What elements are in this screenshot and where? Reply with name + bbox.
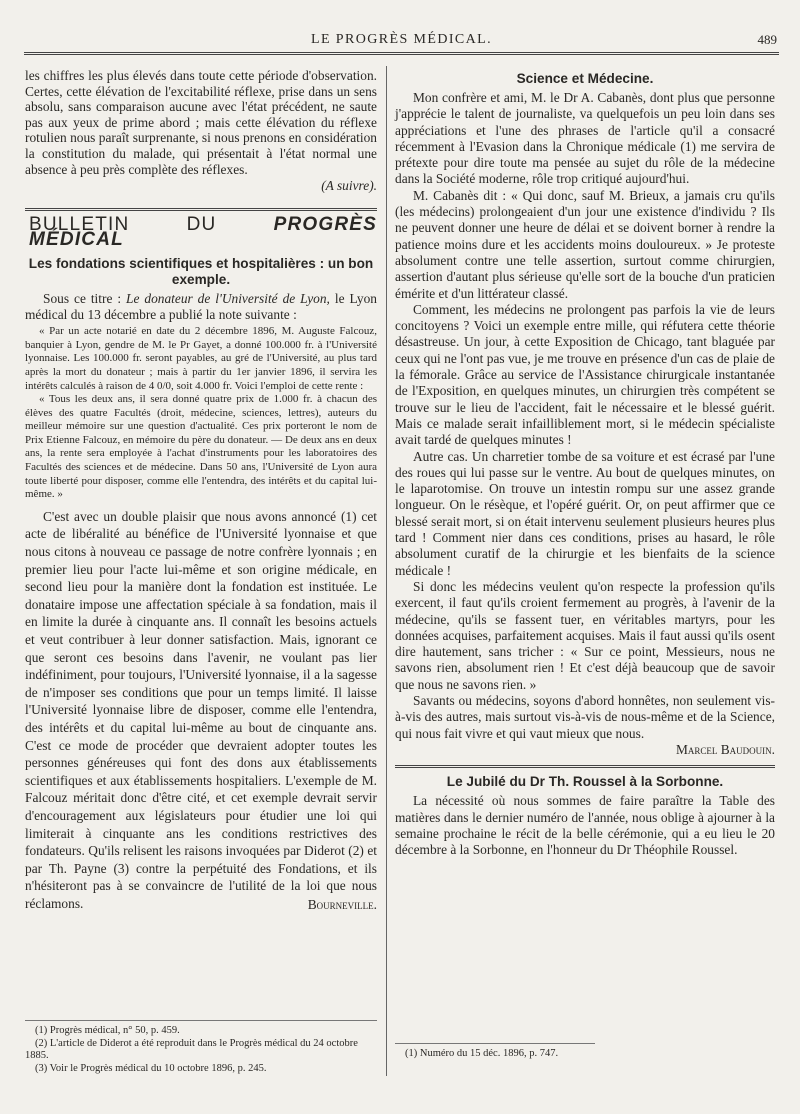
paragraph-4: Autre cas. Un charretier tombe de sa voiture et est écrasé par l'une des roues qui lui passe sur le ventre. Au bout de quelques minutes, on le laparotomise. On trouve un intestin rompu sur une assez grande longueur. On le résèque, et l'opéré guérit. Or, on peut affirmer que ce blessé serait mort, si on était intervenu seulement plusieurs heures plus tard ! Comment nier dans ces conditions, prises au hasard, le rôle absolument curatif de la chirurgie et les bienfaits de la science médicale ! <box>395 448 775 578</box>
footnote-2: (2) L'article de Diderot a été reproduit dans le Progrès médical du 24 octobre 1885. <box>25 1037 358 1061</box>
page-number: 489 <box>757 32 777 47</box>
section-title-jubile: Le Jubilé du Dr Th. Roussel à la Sorbonne. <box>446 774 724 790</box>
section-divider-2 <box>395 765 775 768</box>
paragraph-5: Si donc les médecins veulent qu'on respecte la profession qu'ils exercent, il faut qu'ils croient fermement au progrès, à l'avenir de la médecine, qu'ils se fassent tuer, en véritables martyrs, pour les données acquises, parfaitement acquises. Mais il faut aussi qu'ils osent dire hautement, sans tricher : « Sur ce point, Messieurs, nous ne savons rien, absolument rien ! Et c'est déjà beaucoup que de savoir que nous ne savons rien. » <box>395 578 775 692</box>
quotation <box>25 325 377 502</box>
left-column <box>25 68 377 912</box>
intro-rest: le Lyon médical du 13 décembre a publié la note suivante : <box>25 290 377 322</box>
signature-bourneville: Bourneville. <box>307 896 377 912</box>
running-title: LE PROGRÈS MÉDICAL. <box>311 32 492 47</box>
a-suivre: (A suivre). <box>321 178 377 194</box>
footnotes-right <box>395 1043 595 1061</box>
page-header <box>24 30 779 55</box>
bulletin-italic: PROGRÈS MÉDICAL <box>29 213 378 251</box>
article-title: Les fondations scientifiques et hospitalières : un bon exemple. <box>28 255 374 287</box>
paragraph-2: M. Cabanès dit : « Qui donc, sauf M. Brieux, a jamais cru qu'ils (les médecins) prolongeaient d'un jour une existence d'individu ? Ils ne peuvent donner une heure de délai et se doivent borner à rendre la patience moins dure et les accidents moins douloureux. » Je proteste absolument contre une telle assertion, surtout comme chirurgien, assertion d'autant plus sérieuse qu'elle sort de la bouche d'un praticien émérite et d'un littérateur classé. <box>395 187 775 301</box>
intro-paragraph <box>25 291 377 322</box>
body-paragraph: C'est avec un double plaisir que nous avons annoncé (1) cet acte de libéralité au bénéfice de l'Université lyonnaise et que nous citons à nouveau ce passage de notre confrère lyonnais ; en premier lieu pour l'acte lui-même et son origine médicale, en second lieu pour la manière dont la fondation est instituée. Le donataire impose une affectation spéciale à sa fondation, mais il en limite la durée à cinquante ans. Il connaît les besoins actuels et veut contribuer à leur donner satisfaction. Mais, ignorant ce que seront ces besoins dans l'avenir, ne voulant pas lier indéfiniment, pour toujours, l'Université lyonnaise, il a la sagesse de n'imposer ses conditions que pour un temps limité. Il laisse l'Université lyonnaise libre de disposer, comme elle l'entendra, des intérêts et du capital lui-même au bout de cinquante ans. C'est ce mode de procéder que devraient adopter toutes les personnes généreuses qui font des dons aux établissements scientifiques et aux établissements hospitaliers. L'exemple de M. Falcouz méritait donc d'être cité, et cet exemple devrait servir d'encouragement aux législateurs pour étudier une loi qui limiterait à cinquante ans les conditions restrictives des fondateurs. Qu'ils relisent les raisons invoquées par Diderot (2) et par Th. Payne (3) contre la perpétuité des Fondations, et ils n'hésiteront pas à se convaincre de l'utilité de la loi que nous réclamons. <box>25 508 377 911</box>
section-title-science: Science et Médecine. <box>516 71 654 86</box>
quote-paragraph-1: « Par un acte notarié en date du 2 décembre 1896, M. Auguste Falcouz, banquier à Lyon, gendre de M. le Pr Gayet, a donné 100.000 fr. à l'Université lyonnaise. Les 100.000 fr. seront payables, au gré de l'Université, au plus tard après la mort du donateur ; mais à partir du 1er janvier 1896, il servira les intérêts calculés à raison de 4 0/0, soit 4.000 fr. Voici l'emploi de cette rente : <box>25 325 377 392</box>
intro-italic: Le donateur de l'Université de Lyon, <box>126 290 330 306</box>
intro-start: Sous ce titre : <box>43 290 122 306</box>
paragraph-3: Comment, les médecins ne prolongent pas parfois la vie de leurs concitoyens ? Voici un exemple entre mille, qui réfutera cette théorie désastreuse. Un jour, à cette Exposition de Chicago, tant blaguée par ceux qui ne l'ont pas vue, je me trouve en présence d'un cas de plaie de la fémorale. Grâce au service de l'Assistance chirurgicale instantanée de l'Exposition, en quelques minutes, un chirurgien très compétent se trouve sur le lieu de l'accident, fait le nécessaire et le blessé guérit. Mais ce malade serait infailliblement mort, si le médecin spécialiste avait tardé de quelques minutes ! <box>395 301 775 448</box>
section-divider <box>25 208 377 211</box>
column-rule <box>386 66 387 1076</box>
footnote-1: (1) Progrès médical, n° 50, p. 459. <box>35 1025 180 1036</box>
bulletin-prefix: BULLETIN DU <box>29 213 217 235</box>
footnote-3: (3) Voir le Progrès médical du 10 octobre 1896, p. 245. <box>35 1062 267 1074</box>
right-column <box>395 68 775 859</box>
signature-baudouin: Marcel Baudouin. <box>675 741 775 757</box>
bulletin-title <box>29 213 378 251</box>
footnotes-left <box>25 1020 377 1075</box>
paragraph-7: La nécessité où nous sommes de faire paraître la Table des matières dans le dernier numéro de l'année, nous oblige à ajourner à la semaine prochaine le récit de la belle cérémonie, qui a eu lieu le 20 décembre à la Sorbonne, en l'honneur du Dr Théophile Roussel. <box>395 793 775 858</box>
paragraph-1: Mon confrère et ami, M. le Dr A. Cabanès, dont plus que personne j'apprécie le talent de journaliste, va quelquefois un peu loin dans ses appréciations et l'une des phrases de l'article qu'il a consacré récemment à l'Evasion dans la Chronique médicale (1) me servira de prétexte pour dire toute ma pensée au sujet du rôle de la médecine dans la Société moderne, rôle trop critiqué aujourd'hui. <box>395 90 775 187</box>
footnote-right-1: (1) Numéro du 15 déc. 1896, p. 747. <box>405 1048 559 1059</box>
quote-paragraph-2: « Tous les deux ans, il sera donné quatre prix de 1.000 fr. à chacun des élèves des quatre Facultés (droit, médecine, sciences, lettres), auteurs du meilleur mémoire sur une question d'actualité. Ces prix porteront le nom de Prix Etienne Falcouz, en mémoire du père du donateur. — De deux ans en deux ans, la rente sera employée à l'achat d'instruments pour les laboratoires des Facultés des sciences et de médecine. Dans 50 ans, l'Université de Lyon aura toute liberté pour disposer, comme elle l'entendra, des intérêts et du capital lui-même. » <box>25 393 377 501</box>
paragraph-6: Savants ou médecins, soyons d'abord honnêtes, non seulement vis-à-vis des autres, mais surtout vis-à-vis de nous-même et de la Science, qui nous fait vivre et qui vaut mieux que nous. <box>395 692 775 741</box>
continuation-paragraph: les chiffres les plus élevés dans toute cette période d'observation. Certes, cette élévation de l'excitabilité réflexe, prise dans un sens absolu, sans comparaison aucune avec l'état précédent, ne saute pas aux yeux de prime abord ; mais cette élévation du réflexe rotulien nous paraît surprenante, si nous prenons en considération la constitution du malade, qui présentait à l'état normal une absence à peu près complète des réflexes. <box>25 68 377 177</box>
